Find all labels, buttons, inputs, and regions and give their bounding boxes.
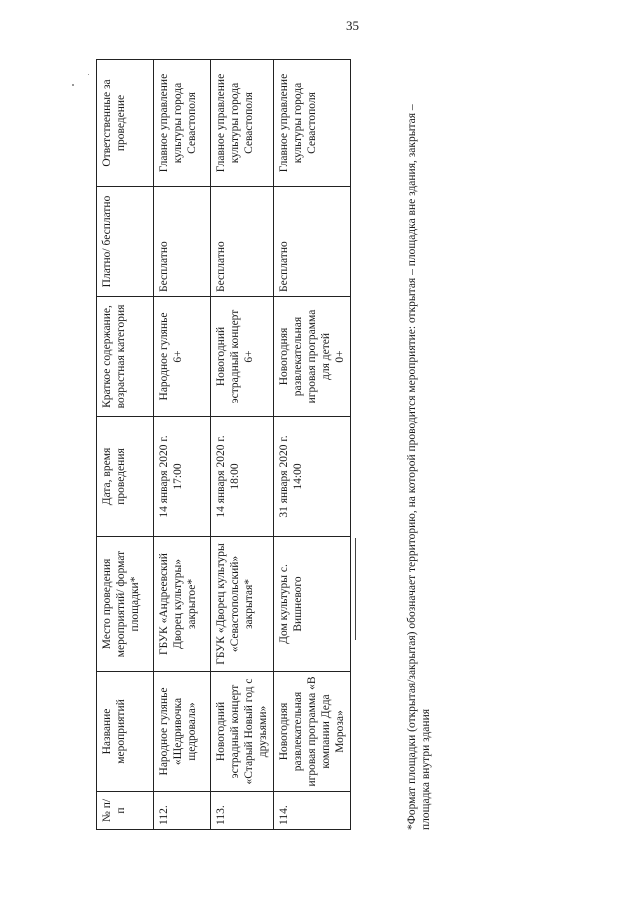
event-place-name: ГБУК «Дворец культуры «Севастопольский» [215, 543, 241, 665]
row-number: 113. [211, 792, 274, 830]
event-place [211, 537, 274, 672]
header-datetime: Дата, время проведения [97, 417, 154, 537]
header-num: № п/п [97, 792, 154, 830]
event-name: Новогодний эстрадный концерт «Старый Новый год с друзьями» [211, 672, 274, 792]
table-row [274, 60, 351, 830]
event-time: 14:00 [292, 463, 304, 490]
event-date: 14 января 2020 г. [215, 435, 227, 518]
events-table [96, 59, 351, 830]
event-age: 6+ [243, 350, 255, 363]
event-summary-text: Новогодняя развлекательная игровая программа для детей [278, 309, 332, 404]
event-age: 6+ [172, 350, 184, 363]
event-datetime [274, 417, 351, 537]
event-name: Новогодняя развлекательная игровая программа «В компании Деда Мороза» [274, 672, 351, 792]
event-place-format: закрытая* [243, 578, 255, 630]
event-place [274, 537, 351, 672]
event-paid: Бесплатно [274, 187, 351, 297]
event-summary-text: Народное гулянье [158, 312, 170, 401]
event-paid: Бесплатно [211, 187, 274, 297]
event-date: 14 января 2020 г. [158, 435, 170, 518]
header-responsible: Ответственные за проведение [97, 60, 154, 187]
header-place: Место проведения мероприятий/ формат площадки* [97, 537, 154, 672]
table-header-row [97, 60, 154, 830]
header-name: Название мероприятий [97, 672, 154, 792]
page-number: 35 [346, 18, 359, 33]
row-number: 114. [274, 792, 351, 830]
event-summary [274, 297, 351, 417]
event-responsible: Главное управление культуры города Севастополя [211, 60, 274, 187]
event-date: 31 января 2020 г. [278, 435, 290, 518]
event-responsible: Главное управление культуры города Севастополя [154, 60, 211, 187]
event-paid: Бесплатно [154, 187, 211, 297]
footnote: *Формат площадки (открытая/закрытая) обозначает территорию, на которой проводится мероприятие: открытая – площадка вне здания, закрытая – площадка внутри здания [406, 104, 432, 830]
rotated-page-content [0, 45, 632, 885]
table-row [154, 60, 211, 830]
event-summary-text: Новогодний эстрадный концерт [215, 309, 241, 404]
row-number: 112. [154, 792, 211, 830]
event-responsible: Главное управление культуры города Севастополя [274, 60, 351, 187]
event-place-name: ГБУК «Андреевский Дворец культуры» [158, 553, 184, 655]
event-place [154, 537, 211, 672]
event-datetime [211, 417, 274, 537]
event-place-name: Дом культуры с. Вишневого [278, 564, 304, 644]
event-time: 18:00 [229, 463, 241, 490]
header-paid: Платно/ бесплатно [97, 187, 154, 297]
header-summary: Краткое содержание, возрастная категория [97, 297, 154, 417]
table-row [211, 60, 274, 830]
event-summary [211, 297, 274, 417]
event-age: 0+ [334, 350, 346, 363]
event-summary [154, 297, 211, 417]
event-place-format: закрытое* [186, 578, 198, 630]
event-time: 17:00 [172, 463, 184, 490]
section-divider [355, 538, 356, 640]
event-datetime [154, 417, 211, 537]
event-name: Народное гулянье «Щедривочка щедровала» [154, 672, 211, 792]
